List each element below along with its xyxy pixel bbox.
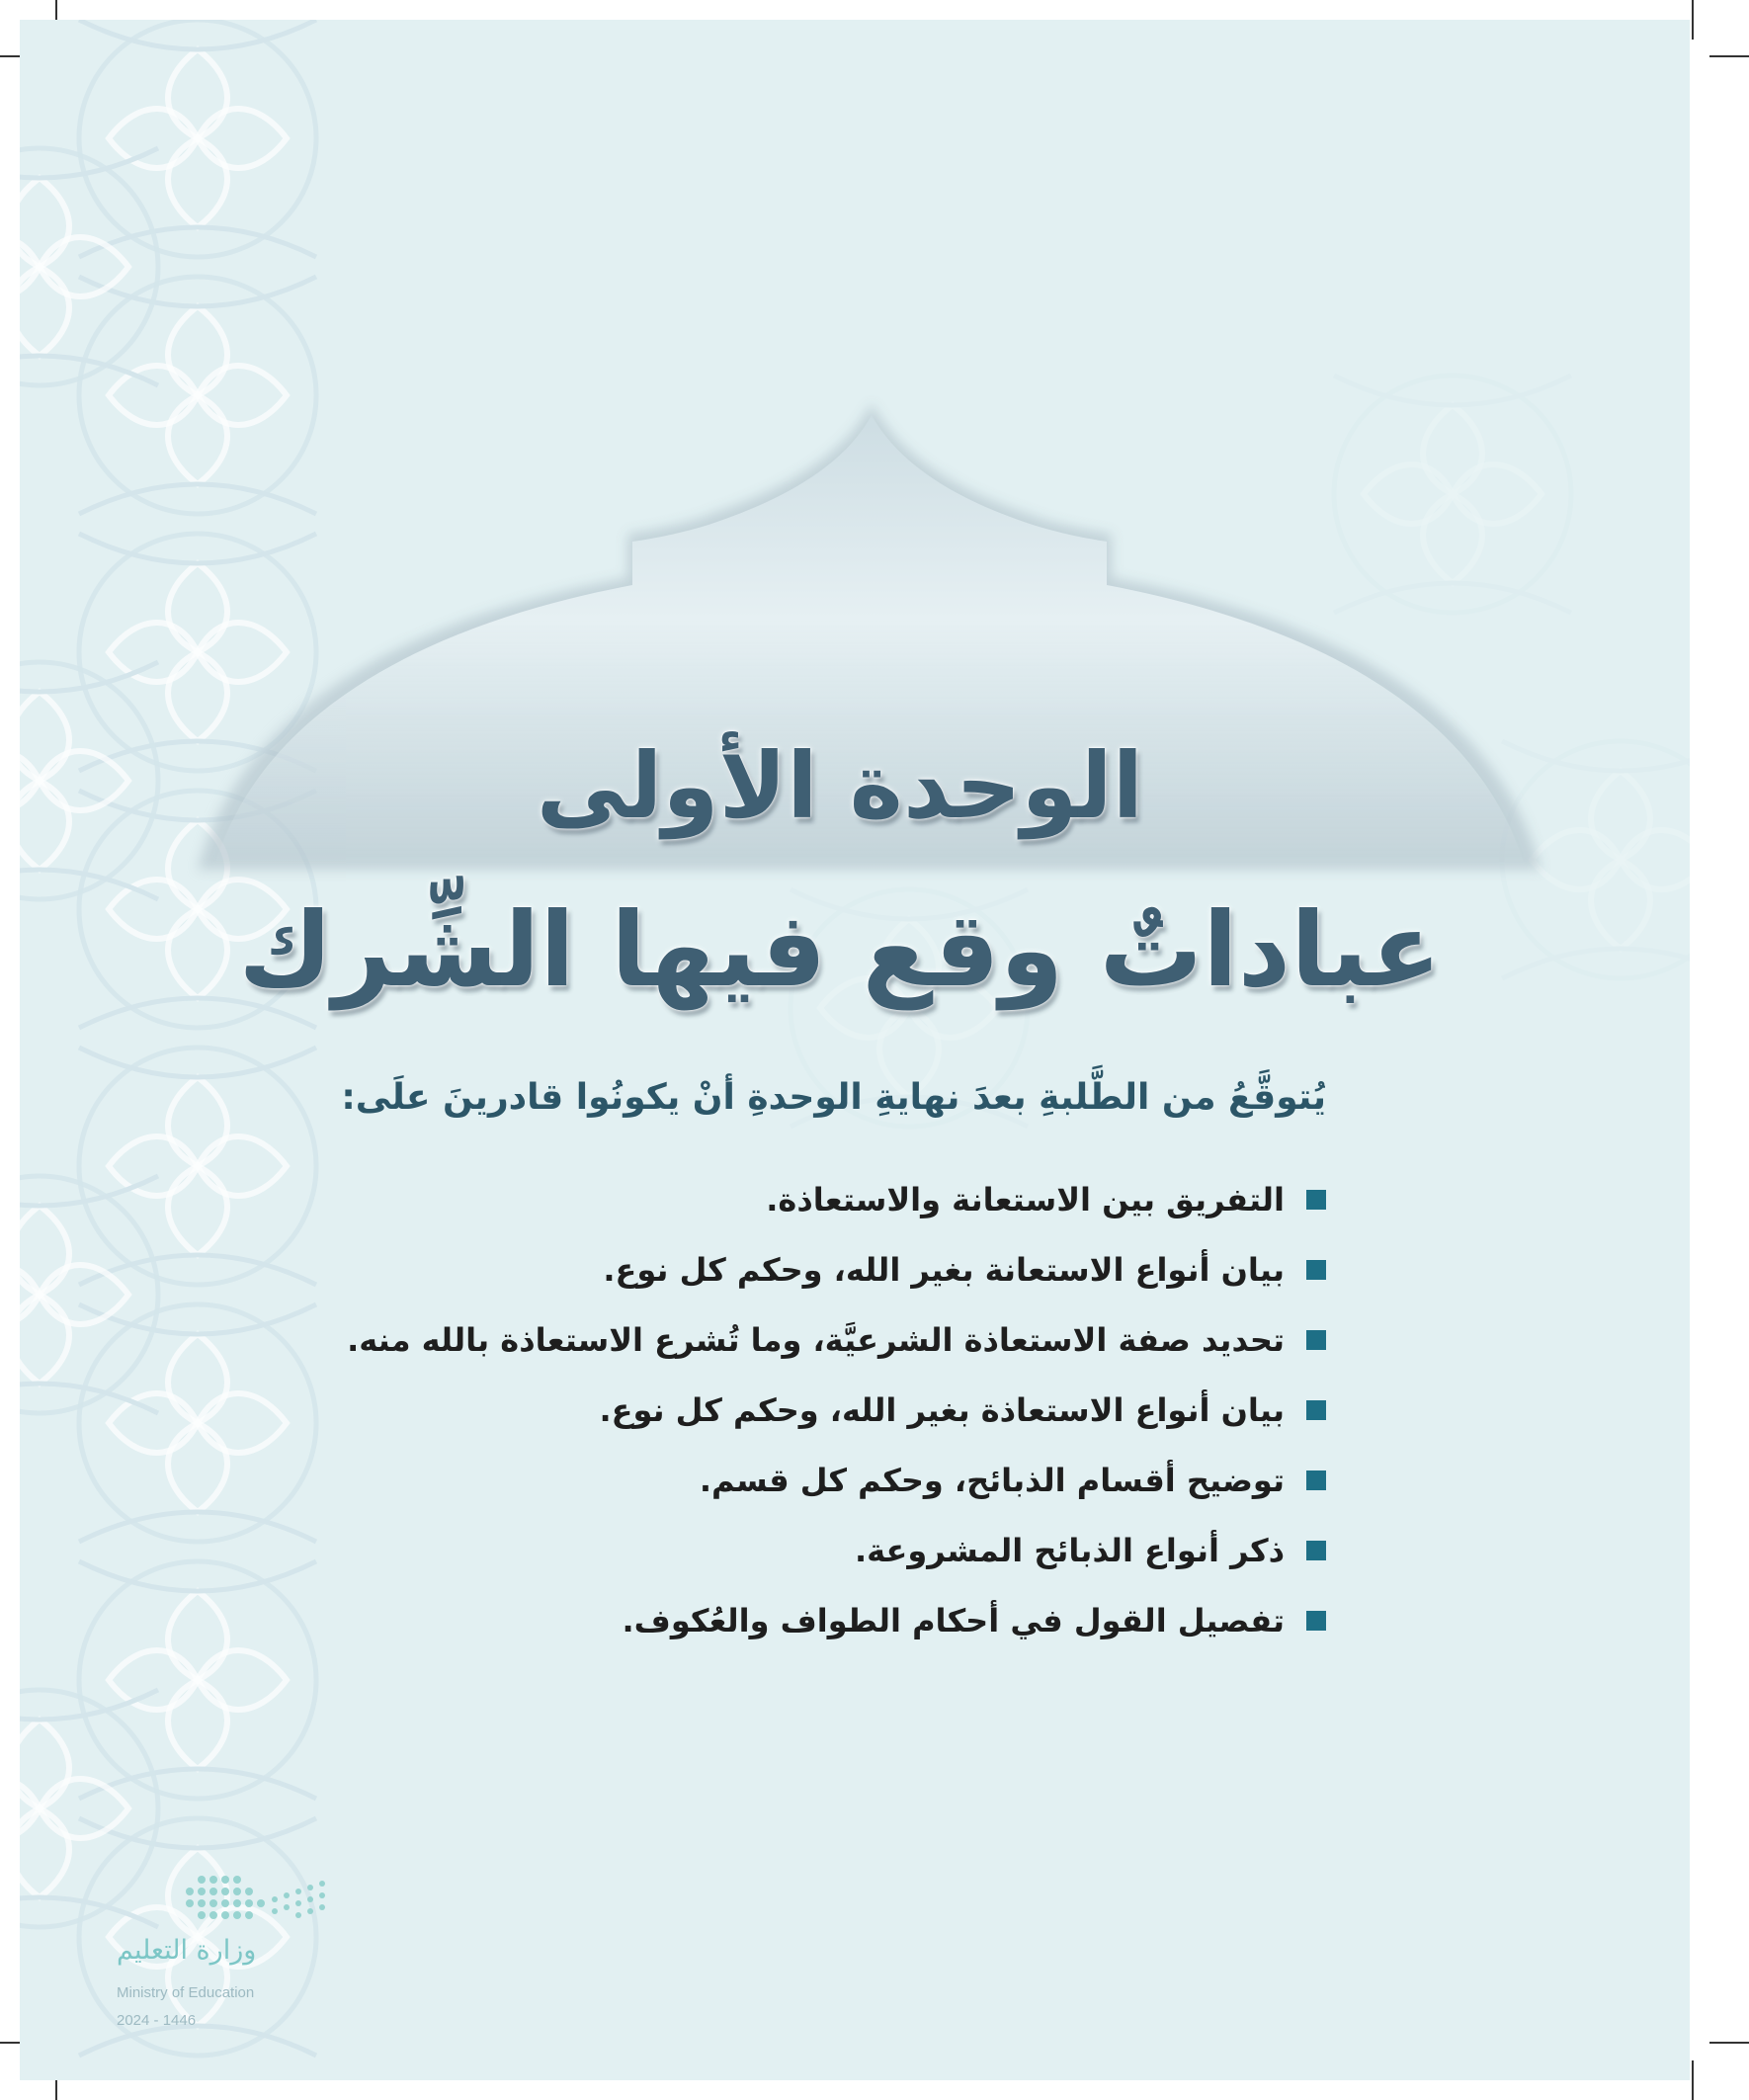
edition-year: 2024 - 1446 bbox=[117, 2012, 197, 2029]
objective-item bbox=[347, 1515, 1326, 1585]
objective-item bbox=[347, 1445, 1326, 1515]
crop-mark bbox=[1709, 55, 1749, 57]
ministry-name-ar: وزارة التعليم bbox=[117, 1935, 257, 1966]
objective-text: توضيح أقسام الذبائح، وحكم كل قسم. bbox=[699, 1461, 1285, 1499]
square-bullet-icon bbox=[1306, 1190, 1326, 1210]
objective-item bbox=[347, 1375, 1326, 1445]
objective-text: بيان أنواع الاستعانة بغير الله، وحكم كل نوع. bbox=[603, 1250, 1285, 1289]
unit-cover-page bbox=[20, 20, 1690, 2080]
square-bullet-icon bbox=[1306, 1400, 1326, 1420]
objective-item bbox=[347, 1304, 1326, 1375]
square-bullet-icon bbox=[1306, 1260, 1326, 1280]
square-bullet-icon bbox=[1306, 1330, 1326, 1350]
objective-text: تفصيل القول في أحكام الطواف والعُكوف. bbox=[622, 1601, 1285, 1639]
objectives-intro: يُتوقَّعُ من الطَّلبةِ بعدَ نهايةِ الوحدةِ أنْ يكونُوا قادرينَ علَى: bbox=[341, 1077, 1326, 1118]
square-bullet-icon bbox=[1306, 1470, 1326, 1490]
objective-item bbox=[347, 1164, 1326, 1234]
objective-text: التفريق بين الاستعانة والاستعاذة. bbox=[766, 1180, 1285, 1218]
crop-mark bbox=[1692, 0, 1694, 40]
objective-item bbox=[347, 1585, 1326, 1655]
objective-item bbox=[347, 1234, 1326, 1304]
objectives-list bbox=[347, 1164, 1326, 1655]
crop-mark bbox=[1692, 2060, 1694, 2100]
square-bullet-icon bbox=[1306, 1541, 1326, 1560]
square-bullet-icon bbox=[1306, 1611, 1326, 1631]
ministry-name-en: Ministry of Education bbox=[117, 1984, 255, 2001]
objective-text: تحديد صفة الاستعاذة الشرعيَّة، وما تُشرع الاستعاذة بالله منه. bbox=[347, 1320, 1285, 1359]
crop-mark bbox=[1709, 2042, 1749, 2044]
dome-arch bbox=[20, 20, 1690, 2080]
objective-text: بيان أنواع الاستعاذة بغير الله، وحكم كل نوع. bbox=[599, 1390, 1285, 1429]
objective-text: ذكر أنواع الذبائح المشروعة. bbox=[854, 1531, 1285, 1569]
unit-subtitle: عباداتٌ وقع فيها الشِّرك bbox=[238, 889, 1442, 1010]
unit-title: الوحدة الأولى bbox=[536, 733, 1144, 839]
